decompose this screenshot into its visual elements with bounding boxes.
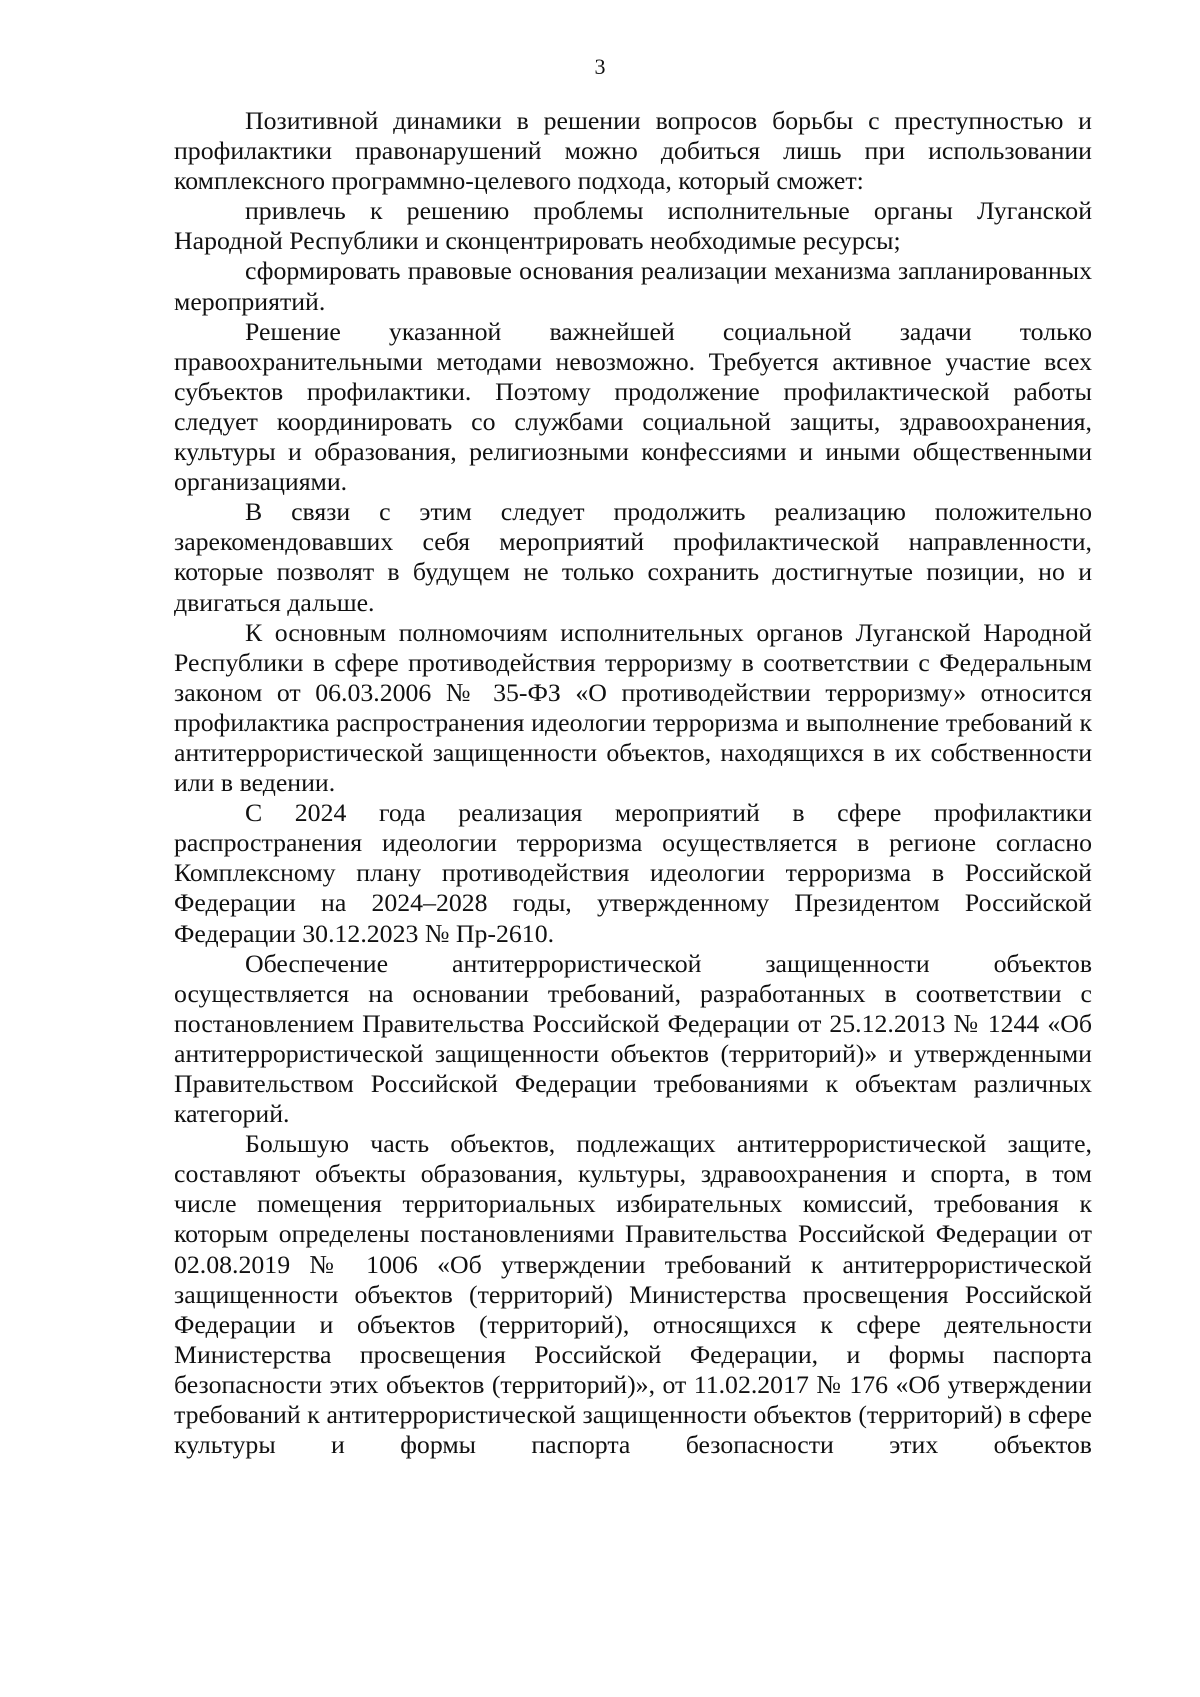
paragraph-legal-grounds: сформировать правовые основания реализации механизма запланированных мероприятий.: [174, 256, 1092, 316]
paragraph-protected-objects: Большую часть объектов, подлежащих антитеррористической защите, составляют объекты образования, культуры, здравоохранения и спорта, в том числе помещения территориальных избирательных комиссий, требования к которым определены постановлениями Правительства Российской Федерации от 02.08.2019 № 1006 «Об утверждении требований к антитеррористической защищенности объектов (территорий) Министерства просвещения Российской Федерации и объектов (территорий), относящихся к сфере деятельности Министерства просвещения Российской Федерации, и формы паспорта безопасности этих объектов (территорий)», от 11.02.2017 № 176 «Об утверждении требований к антитеррористической защищенности объектов (территорий) в сфере культуры и формы паспорта безопасности этих объектов: [174, 1129, 1092, 1460]
document-body: [174, 106, 1092, 1460]
paragraph-social-task: Решение указанной важнейшей социальной задачи только правоохранительными методами невозможно. Требуется активное участие всех субъектов профилактики. Поэтому продолжение профилактической работы следует координировать со службами социальной защиты, здравоохранения, культуры и образования, религиозными конфессиями и иными общественными организациями.: [174, 316, 1092, 497]
paragraph-positive-dynamics: Позитивной динамики в решении вопросов борьбы с преступностью и профилактики правонарушений можно добиться лишь при использовании комплексного программно-целевого подхода, который сможет:: [174, 106, 1092, 196]
paragraph-comprehensive-plan: С 2024 года реализация мероприятий в сфере профилактики распространения идеологии терроризма осуществляется в регионе согласно Комплексному плану противодействия идеологии терроризма в Российской Федерации на 2024–2028 годы, утвержденному Президентом Российской Федерации 30.12.2023 № Пр-2610.: [174, 798, 1092, 948]
page-number: 3: [594, 54, 606, 79]
paragraph-continue-implementation: В связи с этим следует продолжить реализацию положительно зарекомендовавших себя мероприятий профилактической направленности, которые позволят в будущем не только сохранить достигнутые позиции, но и двигаться дальше.: [174, 497, 1092, 617]
paragraph-powers-counterterrorism: К основным полномочиям исполнительных органов Луганской Народной Республики в сфере противодействия терроризму в соответствии с Федеральным законом от 06.03.2006 № 35-ФЗ «О противодействии терроризму» относится профилактика распространения идеологии терроризма и выполнение требований к антитеррористической защищенности объектов, находящихся в их собственности или в ведении.: [174, 617, 1092, 798]
paragraph-protection-requirements: Обеспечение антитеррористической защищенности объектов осуществляется на основании требований, разработанных в соответствии с постановлением Правительства Российской Федерации от 25.12.2013 № 1244 «Об антитеррористической защищенности объектов (территорий)» и утвержденными Правительством Российской Федерации требованиями к объектам различных категорий.: [174, 948, 1092, 1129]
paragraph-attract-authorities: привлечь к решению проблемы исполнительные органы Луганской Народной Республики и сконцентрировать необходимые ресурсы;: [174, 196, 1092, 256]
